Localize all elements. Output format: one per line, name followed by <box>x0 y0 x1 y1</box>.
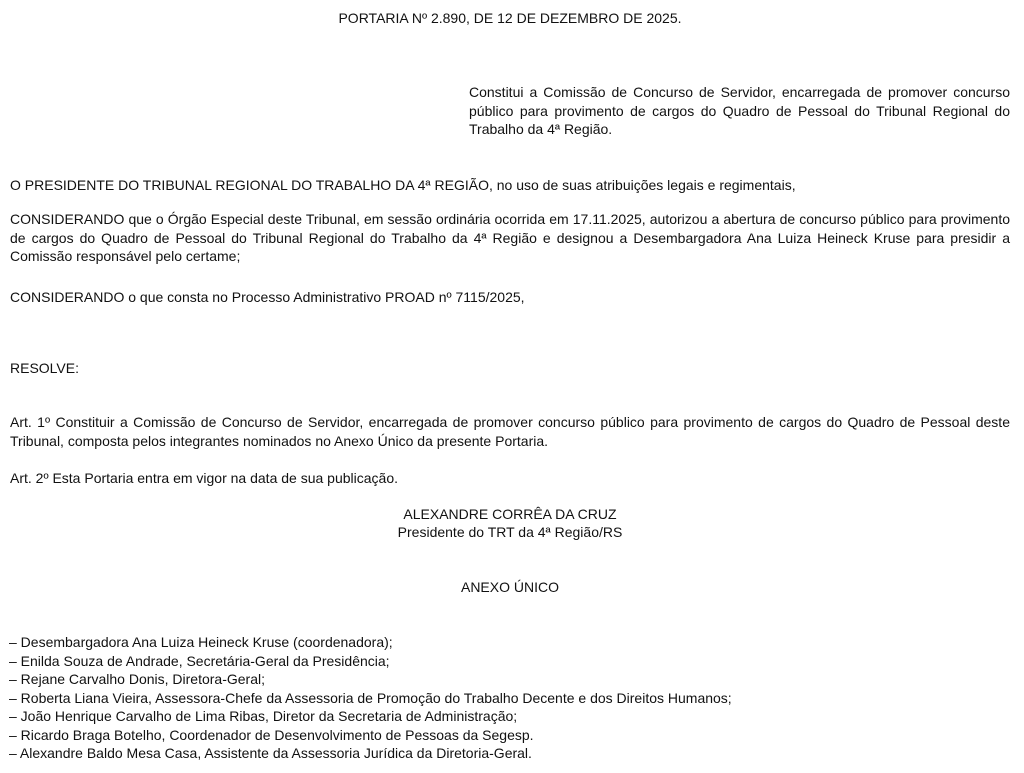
considerando-2: CONSIDERANDO o que consta no Processo Administrativo PROAD nº 7115/2025, <box>10 289 525 305</box>
list-item: – Desembargadora Ana Luiza Heineck Kruse (coordenadora); <box>9 634 393 650</box>
list-item: – Alexandre Baldo Mesa Casa, Assistente da Assessoria Jurídica da Diretoria-Geral. <box>9 745 532 761</box>
considerando-1: CONSIDERANDO que o Órgão Especial deste Tribunal, em sessão ordinária ocorrida em 17.11.2025, autorizou a abertura de concurso público para provimento de cargos do Quadro de Pessoal do Tribunal Regional do Trabalho da 4ª Região e designou a Desembargadora Ana Luiza Heineck Kruse para presidir a Comissão responsável pelo certame; <box>10 211 1010 264</box>
document-title: PORTARIA Nº 2.890, DE 12 DE DEZEMBRO DE 2025. <box>338 10 682 26</box>
list-item: – Ricardo Braga Botelho, Coordenador de Desenvolvimento de Pessoas da Segesp. <box>9 726 534 743</box>
resolve-heading: RESOLVE: <box>10 360 79 376</box>
list-item: – Rejane Carvalho Donis, Diretora-Geral; <box>9 671 265 687</box>
list-item: – João Henrique Carvalho de Lima Ribas, Diretor da Secretaria de Administração; <box>9 708 518 724</box>
anexo-title: ANEXO ÚNICO <box>460 579 559 595</box>
list-item: – Roberta Liana Vieira, Assessora-Chefe da Assessoria de Promoção do Trabalho Decente e dos Direitos Humanos; <box>9 689 732 706</box>
signature-name: ALEXANDRE CORRÊA DA CRUZ <box>403 506 617 522</box>
signature-role: Presidente do TRT da 4ª Região/RS <box>397 524 623 540</box>
list-item: – Enilda Souza de Andrade, Secretária-Geral da Presidência; <box>9 652 390 669</box>
preambulo: O PRESIDENTE DO TRIBUNAL REGIONAL DO TRABALHO DA 4ª REGIÃO, no uso de suas atribuições legais e regimentais, <box>10 177 796 193</box>
anexo-member-list <box>9 633 732 763</box>
article-2: Art. 2º Esta Portaria entra em vigor na data de sua publicação. <box>10 470 398 486</box>
article-1: Art. 1º Constituir a Comissão de Concurso de Servidor, encarregada de promover concurso público para provimento de cargos do Quadro de Pessoal deste Tribunal, composta pelos integrantes nominados no Anexo Único da presente Portaria. <box>10 414 1010 449</box>
ementa: Constitui a Comissão de Concurso de Servidor, encarregada de promover concurso público para provimento de cargos do Quadro de Pessoal do Tribunal Regional do Trabalho da 4ª Região. <box>469 84 1010 137</box>
